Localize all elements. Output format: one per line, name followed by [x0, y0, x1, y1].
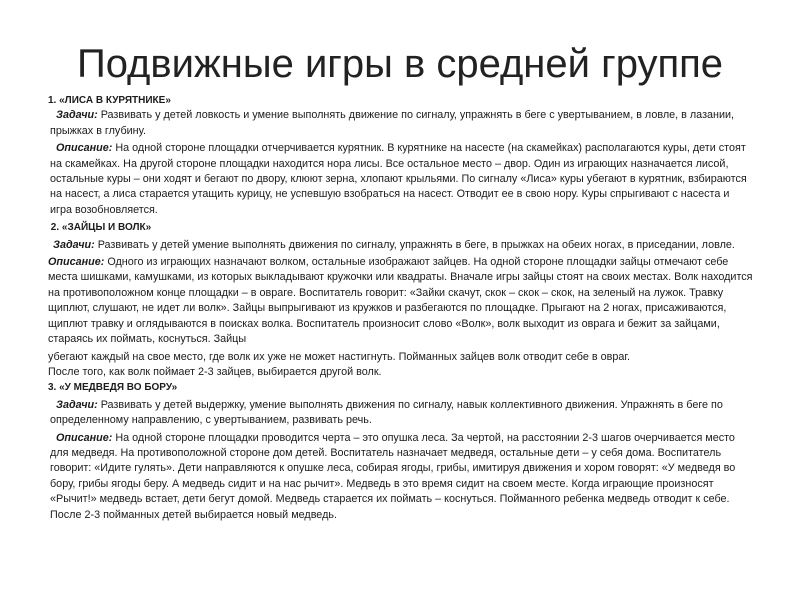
- game-1-desc-label: Описание:: [56, 142, 113, 155]
- game-3-heading: 3. «У МЕДВЕДЯ ВО БОРУ»: [48, 382, 178, 394]
- game-3-desc-label: Описание:: [56, 431, 113, 444]
- game-1-tasks: [48, 108, 754, 139]
- game-3-tasks: [48, 398, 754, 429]
- game-2-desc-label: Описание:: [48, 256, 105, 269]
- game-1-tasks-label: Задачи:: [56, 109, 98, 122]
- game-3-tasks-text: Развивать у детей выдержку, умение выполнять движения по сигналу, навык коллективного движения. Упражнять в беге по определенному направлению, с увертыванием, развивать речь.: [50, 398, 723, 427]
- game-2-heading: [48, 220, 754, 235]
- game-1-description: [48, 141, 754, 218]
- game-2-desc-cont-2: После того, как волк поймает 2-3 зайцев, выбирается другой волк.: [48, 365, 382, 378]
- game-3-description: [48, 431, 754, 523]
- game-2-desc-text: Одного из играющих назначают волком, остальные изображают зайцев. На одной стороне площадки зайцы отмечают себе места шишками, камушками, из которых выкладывают кружочки или квадраты. Вначале игры зайцы стоят на своих местах. Волк находится на противоположном конце площадки – в овраге. Воспитатель говорит: «Зайки скачут, скок – скок – скок, на зеленый на лужок. Травку щиплют, слушают, не идет ли волк». Зайцы выпрыгивают из кружков и разбегаются по площадке. Прыгают на 2 ногах, присаживаются, щиплют травку и оглядываются в поисках волка. Воспитатель произносит слово «Волк», волк выходит из оврага и бежит за зайцами, стараясь их поймать, коснуться. Зайцы: [48, 256, 753, 346]
- game-1-tasks-text: Развивать у детей ловкость и умение выполнять движение по сигналу, упражнять в беге с увертыванием, в ловле, в лазании, прыжках в глубину.: [50, 109, 735, 137]
- game-3-desc-text: На одной стороне площадки проводится черта – это опушка леса. За чертой, на расстоянии 2-3 шагов очерчивается место для медведя. На противоположной стороне дом детей. Воспитатель назначает медведя, остальные дети – у себя дома. Воспитатель говорит: «Идите гулять». Дети направляются к опушке леса, собирая ягоды, грибы, имитируя движения и хором говорят: «У медведя во бору, грибы ягоды беру. А медведь сидит и на нас рычит». Медведь в это время сидит на своем месте. Когда играющие произносят «Рычит!» медведь встает, дети бегут домой. Медведь старается их поймать – коснуться. Пойманного ребенка медведь отводит к себе. После 2-3 пойманных детей выбирается новый медведь.: [50, 431, 736, 521]
- game-2-heading-text: 2. «ЗАЙЦЫ И ВОЛК»: [50, 222, 152, 234]
- game-2-tasks-text: Развивать у детей умение выполнять движения по сигналу, упражнять в беге, в прыжках на обеих ногах, в приседании, ловле.: [94, 238, 735, 251]
- game-2-tasks: [48, 238, 754, 253]
- game-1-desc-text: На одной стороне площадки отчерчивается курятник. В курятнике на насесте (на скамейках) располагаются куры, дети стоят на скамейках. На другой стороне площадки находится нора лисы. Все остальное место – двор. Один из играющих назначается лисой, остальные куры – они ходят и бегают по двору, клюют зерна, хлопают крыльями. По сигналу «Лиса» куры убегают в курятник, взбираются на насест, а лиса старается утащить курицу, не успевшую взобраться на насест. Отводит ее в свою нору. Куры спрыгивают с насеста и игра возобновляется.: [50, 142, 747, 216]
- game-2-desc-cont-1: убегают каждый на свое место, где волк их уже не может настигнуть. Пойманных зайцев волк отводит себе в овраг.: [48, 350, 630, 363]
- game-2-tasks-label: Задачи:: [53, 238, 95, 251]
- game-1-heading: 1. «ЛИСА В КУРЯТНИКЕ»: [48, 95, 171, 106]
- slide-content: [48, 93, 754, 523]
- slide-title: Подвижные игры в средней группе: [76, 42, 724, 86]
- game-3-tasks-label: Задачи:: [56, 398, 98, 411]
- game-2-description: [48, 255, 754, 347]
